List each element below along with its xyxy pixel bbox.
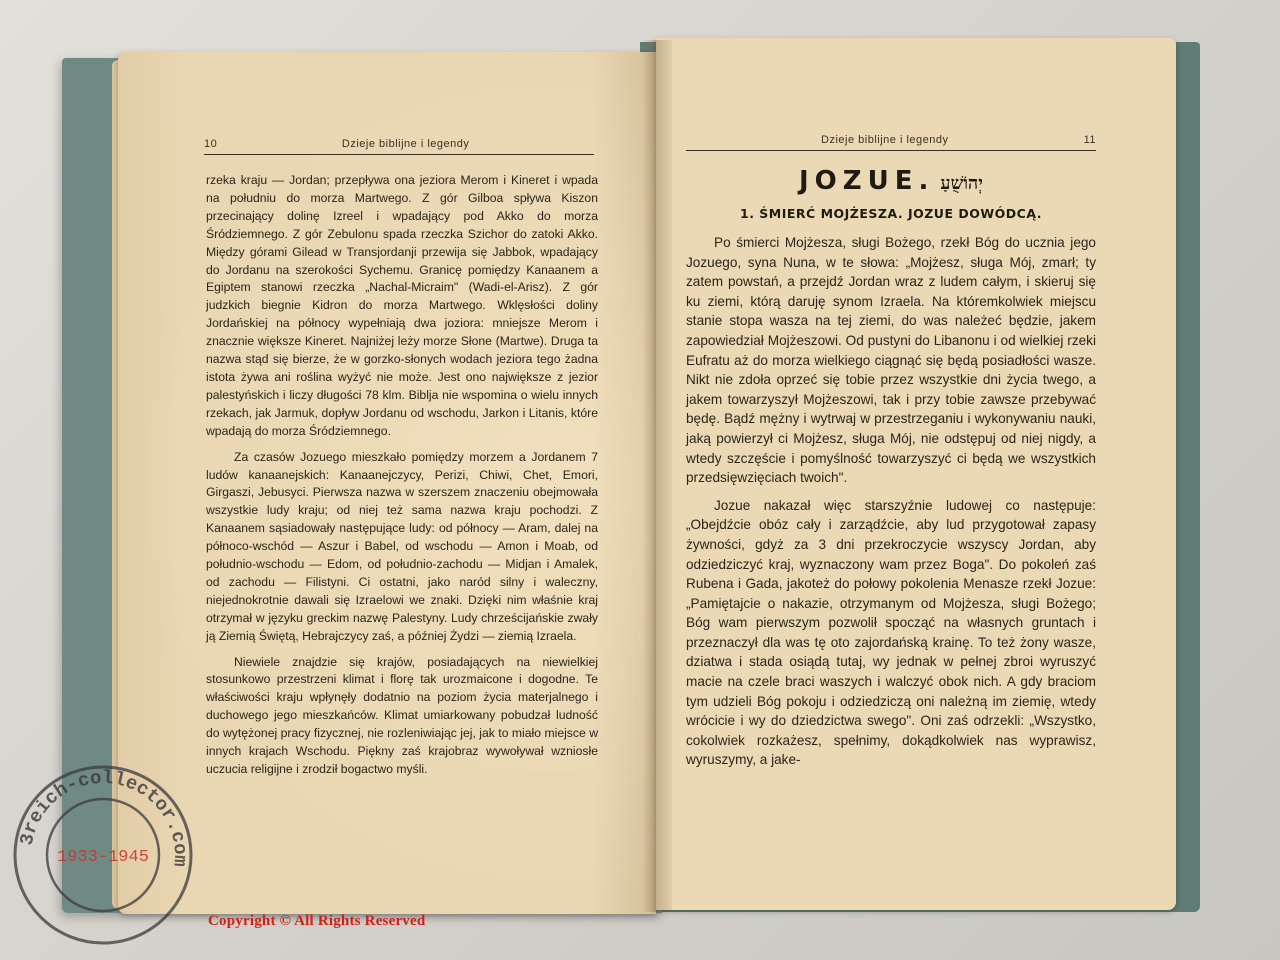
right-running-title: Dzieje biblijne i legendy xyxy=(821,134,949,146)
chapter-title xyxy=(686,166,1096,196)
right-page-number: 11 xyxy=(1083,134,1096,146)
stamp-ring-textpath: 3reich-collector.com xyxy=(15,766,192,868)
left-page-number: 10 xyxy=(204,138,218,150)
chapter-title-text: JOZUE. xyxy=(799,166,935,196)
chapter-title-hebrew: יְהוֹשֻׁעַ xyxy=(940,173,983,194)
left-running-title: Dzieje biblijne i legendy xyxy=(341,138,470,150)
right-body-text xyxy=(686,233,1096,770)
section-title: 1. ŚMIERĆ MOJŻESZA. JOZUE DOWÓDCĄ. xyxy=(740,206,1042,221)
left-page xyxy=(118,52,656,914)
left-paragraph-2: Za czasów Jozuego mieszkało pomiędzy morzem a Jordanem 7 ludów kanaanejskich: Kanaanejczycy, Perizi, Chiwi, Chet, Emori, Girgaszi, Jebusyci. Pierwsza nazwa w szerszem znaczeniu obejmowała wszystkie ludy kraju; od niej też sama nazwa kraju pochodzi. Z Kanaanem sąsiadowały następujące ludy: od północy — Aram, dalej na północo-wschód — Aszur i Babel, od wschodu — Amon i Moab, od południo-wschodu — Edom, od południo-zachodu — Midjan i Amalek, od zachodu — Filistyni. Ci ostatni, jako naród silny i waleczny, niejednokrotnie dawali się Izraelowi we znaki. Dzięki nim właśnie kraj otrzymał w języku greckim nazwę Palestyny. Ludy chrześcijańskie zwały ją Ziemią Świętą, Hebrajczycy zaś, a później Żydzi — ziemią Izraela. xyxy=(206,449,598,643)
stamp-years: 1933-1945 xyxy=(57,848,149,867)
copyright-watermark: Copyright © All Rights Reserved xyxy=(208,913,426,929)
right-paragraph-1: Po śmierci Mojżesza, sługi Bożego, rzekł Bóg do ucznia jego Jozuego, syna Nuna, w te słowa: „Mojżesz, sługa Mój, zmarł; ty zatem powstań, a przejdź Jordan wraz z ludem całym, i skieruj się ku ziemi, którą daruję synom Izraela. Na któremkolwiek miejscu stanie stopa wasza na tej ziemi, do was należeć będzie, jakem zapowiedział Mojżeszowi. Od pustyni do Libanonu i od wielkiej rzeki Eufratu aż do morza wielkiego ciągnąć się będą posiadłości wasze. Nikt nie zdoła oprzeć się tobie przez wszystkie dni życia twego, a jakem towarzyszył Mojżeszowi, tak i przy tobie zawsze przebywać będę. Bądź mężny i wytrwaj w przestrzeganiu i wykonywaniu nauki, jaką powierzył ci Mojżesz, sługa Mój, nie odstępuj od niej nigdy, a wtedy szczęście i pomyślność towarzyszyć ci będą we wszystkich przedsięwzięciach twoich". xyxy=(686,235,1096,486)
right-page xyxy=(656,38,1176,910)
left-paragraph-3: Niewiele znajdzie się krajów, posiadających na niewielkiej stosunkowo przestrzeni klimat i florę tak urozmaicone i dogodne. Te właściwości kraju wpłynęły dodatnio na poziom życia materjalnego i duchowego jego mieszkańców. Klimat umiarkowany pobudzał ludność do wytężonej pracy fizycznej, nie rozleniwiając jej, jak to miało miejsce w innych krajach Wschodu. Piękny zaś krajobraz wywoływał wzniosłe uczucia religijne i zrodził bogactwo myśli. xyxy=(206,654,598,776)
left-paragraph-1: rzeka kraju — Jordan; przepływa ona jeziora Merom i Kineret i wpada na południu do morza Martwego. Z gór Gilboa spływa Kiszon przecinający dolinę Izreel i wpadający pod Akko do morza Śródziemnego. Z gór Zebulonu spada rzeczka Szichor do zatoki Akko. Między górami Gilead w Transjordanji przewija się Jabbok, wpadający do Jordanu na szerokości Sychemu. Granicę pomiędzy Kanaanem a Egiptem stanowi rzeczka „Nachal-Micraim" (Wadi-el-Arisz). Z gór judzkich biegnie Kidron do morza Martwego. Wklęsłości doliny Jordańskiej na północy wypełniają dwa joziora: mniejsze Merom i znacznie większe Kineret. Najniżej leży morze Słone (Martwe). Druga ta nazwa stąd się bierze, że w gorzko-słonych wodach jeziora tego żadna istota żywa ani roślina wyżyć nie może. Jest ono największe z jezior palestyńskich i liczy długości 78 klm. Biblja nie wspomina o wielu innych rzekach, jak Jarmuk, dopływ Jordanu od wschodu, Jarkon i Litanis, które wpadają do morza Śródziemnego. xyxy=(206,173,598,438)
left-running-head xyxy=(204,138,594,155)
right-running-head xyxy=(686,134,1096,151)
left-body-text xyxy=(206,172,598,779)
collector-stamp xyxy=(8,760,198,950)
right-paragraph-2: Jozue nakazał więc starszyźnie ludowej co następuje: „Obejdźcie obóz cały i zarządźcie, aby lud przygotował zapasy żywności, gdyż za 3 dni przekroczycie wszyscy Jordan, aby odziedziczyć kraj, wyznaczony wam przez Boga". Do pokoleń zaś Rubena i Gada, jakoteż do połowy pokolenia Menasze rzekł Jozue: „Pamiętajcie o nakazie, otrzymanym od Mojżesza, sługi Bożego; Bóg wam pierwszym pozwolił spocząć na własnych gruntach i przeznaczył dla was tę oto zajordańską krainę. To też żony wasze, dziatwa i stada osiądą tutaj, wy jednak w pełnej zbroi wyruszyć macie na czele braci waszych i walczyć obok nich. A gdy braciom tym udzieli Bóg pokoju i odziedziczą oni należną im ziemię, wtedy wrócicie i wy do dziedzictwa swego". Oni zaś odrzekli: „Wszystko, cokolwiek rozkażesz, spełnimy, dokądkolwiek nas wyprawisz, wyruszymy, a jake- xyxy=(686,497,1096,768)
